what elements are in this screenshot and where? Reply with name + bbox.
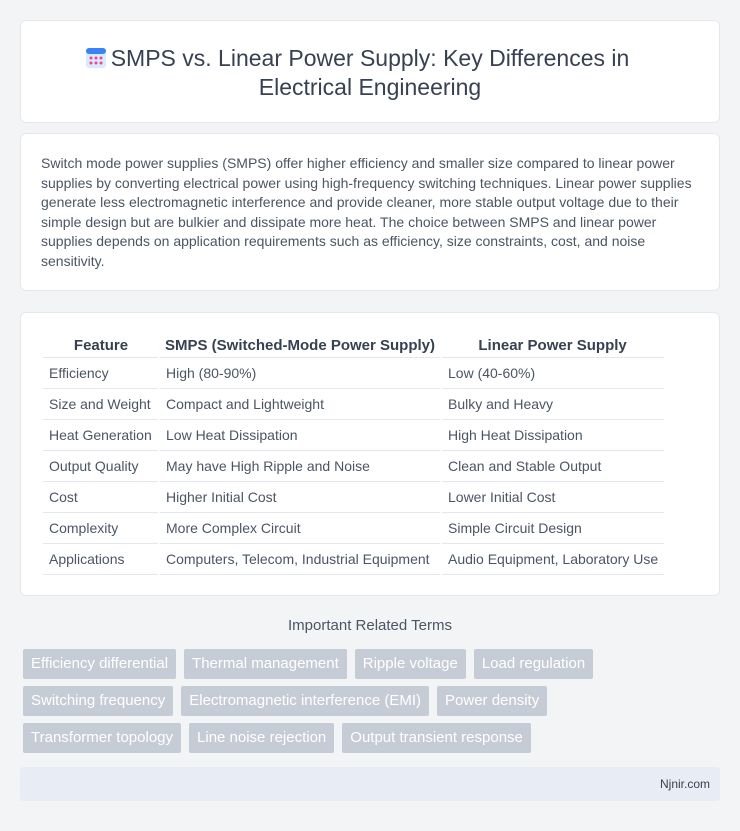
cell-feature: Complexity bbox=[43, 512, 159, 543]
tag-ripple-voltage[interactable]: Ripple voltage bbox=[355, 649, 466, 679]
cell-linear: Lower Initial Cost bbox=[441, 481, 664, 512]
cell-feature: Cost bbox=[43, 481, 159, 512]
cell-feature: Output Quality bbox=[43, 450, 159, 481]
cell-feature: Applications bbox=[43, 543, 159, 574]
tag-load-regulation[interactable]: Load regulation bbox=[474, 649, 593, 679]
summary-card bbox=[20, 133, 720, 291]
cell-smps: May have High Ripple and Noise bbox=[159, 450, 441, 481]
page-title-line2: Electrical Engineering bbox=[258, 74, 482, 100]
tag-transformer-topology[interactable]: Transformer topology bbox=[23, 723, 181, 753]
cell-feature: Heat Generation bbox=[43, 419, 159, 450]
page-title-line1: SMPS vs. Linear Power Supply: Key Differences in bbox=[110, 45, 630, 71]
header-feature: Feature bbox=[43, 333, 159, 357]
cell-linear: Simple Circuit Design bbox=[441, 512, 664, 543]
cell-linear: Bulky and Heavy bbox=[441, 388, 664, 419]
tag-power-density[interactable]: Power density bbox=[437, 686, 547, 716]
tag-efficiency-differential[interactable]: Efficiency differential bbox=[23, 649, 176, 679]
header-card bbox=[20, 20, 720, 123]
tag-row bbox=[23, 686, 723, 716]
tag-row bbox=[23, 649, 723, 679]
comparison-card bbox=[20, 312, 720, 596]
cell-smps: Higher Initial Cost bbox=[159, 481, 441, 512]
tag-emi[interactable]: Electromagnetic interference (EMI) bbox=[181, 686, 429, 716]
cell-linear: High Heat Dissipation bbox=[441, 419, 664, 450]
cell-linear: Low (40-60%) bbox=[441, 357, 664, 388]
tag-output-transient-response[interactable]: Output transient response bbox=[342, 723, 531, 753]
table-row bbox=[43, 450, 664, 481]
footer bbox=[20, 767, 720, 801]
table-row bbox=[43, 481, 664, 512]
table-row bbox=[43, 388, 664, 419]
related-terms-list bbox=[23, 649, 723, 760]
table-row bbox=[43, 543, 664, 574]
page-title bbox=[21, 44, 719, 102]
tag-thermal-management[interactable]: Thermal management bbox=[184, 649, 347, 679]
cell-smps: High (80-90%) bbox=[159, 357, 441, 388]
tag-switching-frequency[interactable]: Switching frequency bbox=[23, 686, 173, 716]
cell-smps: Computers, Telecom, Industrial Equipment bbox=[159, 543, 441, 574]
cell-smps: Low Heat Dissipation bbox=[159, 419, 441, 450]
cell-feature: Size and Weight bbox=[43, 388, 159, 419]
header-linear: Linear Power Supply bbox=[441, 333, 664, 357]
table-row bbox=[43, 512, 664, 543]
cell-smps: Compact and Lightweight bbox=[159, 388, 441, 419]
summary-text: Switch mode power supplies (SMPS) offer higher efficiency and smaller size compared to linear power supplies by converting electrical power using high-frequency switching techniques. Linear power supplies generate less electromagnetic interference and provide cleaner, more stable output voltage due to their simple design but are bulkier and dissipate more heat. The choice between SMPS and linear power supplies depends on application requirements such as efficiency, size constraints, cost, and noise sensitivity. bbox=[41, 155, 692, 269]
footer-site[interactable]: Njnir.com bbox=[659, 777, 710, 791]
cell-linear: Audio Equipment, Laboratory Use bbox=[441, 543, 664, 574]
table-row bbox=[43, 357, 664, 388]
cell-smps: More Complex Circuit bbox=[159, 512, 441, 543]
tag-line-noise-rejection[interactable]: Line noise rejection bbox=[189, 723, 334, 753]
cell-linear: Clean and Stable Output bbox=[441, 450, 664, 481]
cell-feature: Efficiency bbox=[43, 357, 159, 388]
table-row bbox=[43, 419, 664, 450]
related-terms-title: Important Related Terms bbox=[288, 617, 452, 634]
header-smps: SMPS (Switched-Mode Power Supply) bbox=[159, 333, 441, 357]
tag-row bbox=[23, 723, 723, 753]
table-header-row bbox=[43, 333, 664, 357]
comparison-table bbox=[43, 333, 664, 575]
